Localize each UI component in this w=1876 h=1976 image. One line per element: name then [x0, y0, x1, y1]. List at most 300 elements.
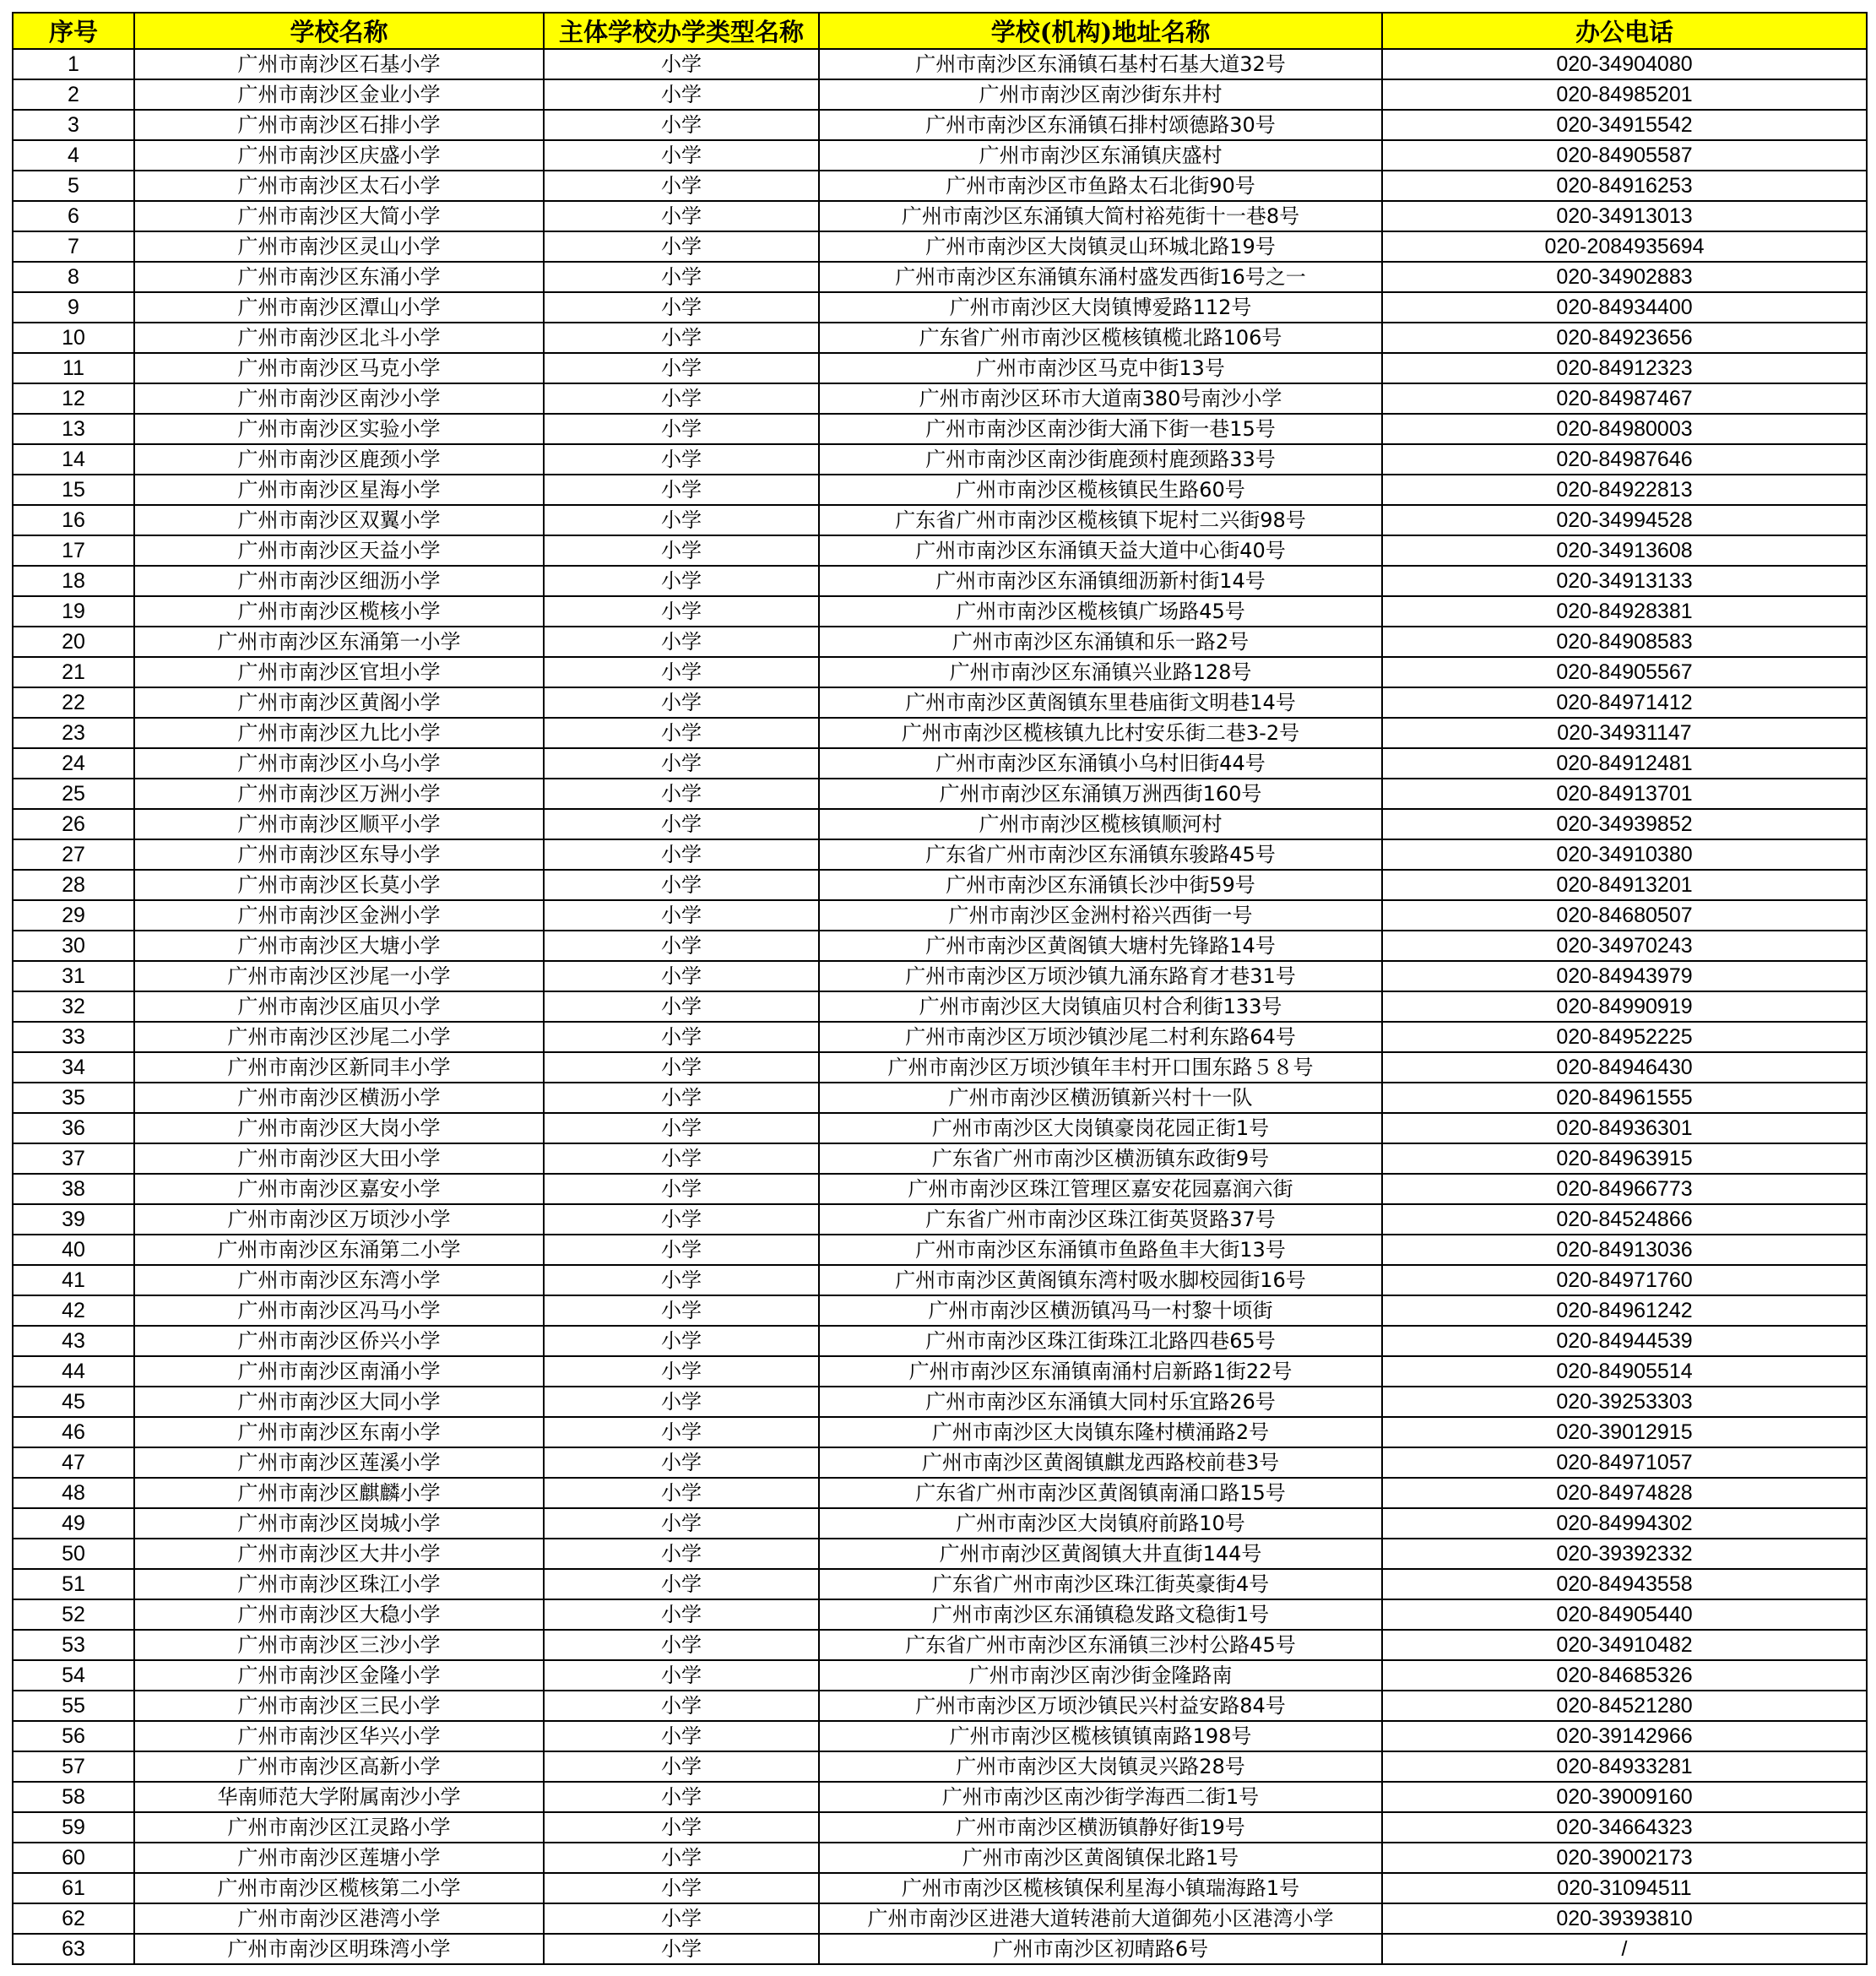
cell-phone[interactable]: 020-84933281 [1382, 1751, 1867, 1782]
cell-school-name[interactable]: 广州市南沙区新同丰小学 [134, 1052, 544, 1083]
cell-school-type[interactable]: 小学 [544, 1843, 819, 1873]
cell-phone[interactable]: 020-84994302 [1382, 1508, 1867, 1539]
cell-address[interactable]: 广州市南沙区东涌镇东涌村盛发西街16号之一 [819, 262, 1382, 292]
cell-index[interactable]: 16 [13, 505, 134, 535]
cell-school-name[interactable]: 广州市南沙区江灵路小学 [134, 1812, 544, 1843]
cell-school-type[interactable]: 小学 [544, 49, 819, 79]
cell-address[interactable]: 广州市南沙区榄核镇保利星海小镇瑞海路1号 [819, 1873, 1382, 1903]
cell-school-name[interactable]: 广州市南沙区莲溪小学 [134, 1447, 544, 1478]
cell-phone[interactable]: 020-84985201 [1382, 79, 1867, 110]
cell-address[interactable]: 广州市南沙区横沥镇新兴村十一队 [819, 1083, 1382, 1113]
cell-address[interactable]: 广州市南沙区东涌镇南涌村启新路1街22号 [819, 1356, 1382, 1387]
cell-index[interactable]: 37 [13, 1143, 134, 1174]
cell-index[interactable]: 18 [13, 566, 134, 596]
cell-school-type[interactable]: 小学 [544, 1417, 819, 1447]
cell-phone[interactable]: 020-84913036 [1382, 1235, 1867, 1265]
cell-school-name[interactable]: 广州市南沙区侨兴小学 [134, 1326, 544, 1356]
cell-address[interactable]: 广州市南沙区榄核镇广场路45号 [819, 596, 1382, 627]
cell-school-name[interactable]: 广州市南沙区大田小学 [134, 1143, 544, 1174]
cell-phone[interactable]: 020-84923656 [1382, 323, 1867, 353]
cell-school-name[interactable]: 广州市南沙区细沥小学 [134, 566, 544, 596]
cell-phone[interactable]: 020-34913013 [1382, 201, 1867, 231]
cell-school-type[interactable]: 小学 [544, 1265, 819, 1295]
cell-school-type[interactable]: 小学 [544, 1113, 819, 1143]
cell-address[interactable]: 广州市南沙区东涌镇天益大道中心街40号 [819, 535, 1382, 566]
cell-school-name[interactable]: 广州市南沙区庙贝小学 [134, 991, 544, 1022]
cell-school-name[interactable]: 广州市南沙区明珠湾小学 [134, 1934, 544, 1964]
cell-address[interactable]: 广州市南沙区大岗镇灵山环城北路19号 [819, 231, 1382, 262]
cell-index[interactable]: 10 [13, 323, 134, 353]
cell-index[interactable]: 27 [13, 839, 134, 870]
cell-school-name[interactable]: 广州市南沙区金隆小学 [134, 1660, 544, 1691]
cell-phone[interactable]: 020-34970243 [1382, 931, 1867, 961]
cell-address[interactable]: 广州市南沙区东涌镇细沥新村街14号 [819, 566, 1382, 596]
cell-index[interactable]: 42 [13, 1295, 134, 1326]
cell-index[interactable]: 53 [13, 1630, 134, 1660]
cell-index[interactable]: 21 [13, 657, 134, 687]
cell-phone[interactable]: 020-84916253 [1382, 171, 1867, 201]
cell-phone[interactable]: 020-84908583 [1382, 627, 1867, 657]
cell-school-name[interactable]: 广州市南沙区嘉安小学 [134, 1174, 544, 1204]
cell-phone[interactable]: 020-84990919 [1382, 991, 1867, 1022]
cell-address[interactable]: 广州市南沙区东涌镇石基村石基大道32号 [819, 49, 1382, 79]
cell-school-type[interactable]: 小学 [544, 1721, 819, 1751]
cell-school-name[interactable]: 广州市南沙区东涌第二小学 [134, 1235, 544, 1265]
cell-school-name[interactable]: 广州市南沙区榄核小学 [134, 596, 544, 627]
cell-school-type[interactable]: 小学 [544, 839, 819, 870]
cell-index[interactable]: 6 [13, 201, 134, 231]
cell-phone[interactable]: 020-84966773 [1382, 1174, 1867, 1204]
cell-phone[interactable]: 020-84905514 [1382, 1356, 1867, 1387]
cell-phone[interactable]: 020-34904080 [1382, 49, 1867, 79]
cell-school-type[interactable]: 小学 [544, 1295, 819, 1326]
cell-index[interactable]: 47 [13, 1447, 134, 1478]
cell-school-name[interactable]: 广州市南沙区黄阁小学 [134, 687, 544, 718]
cell-address[interactable]: 广东省广州市南沙区东涌镇东骏路45号 [819, 839, 1382, 870]
cell-school-name[interactable]: 广州市南沙区华兴小学 [134, 1721, 544, 1751]
cell-school-type[interactable]: 小学 [544, 687, 819, 718]
cell-index[interactable]: 43 [13, 1326, 134, 1356]
cell-address[interactable]: 广州市南沙区大岗镇灵兴路28号 [819, 1751, 1382, 1782]
cell-address[interactable]: 广东省广州市南沙区横沥镇东政街9号 [819, 1143, 1382, 1174]
header-index[interactable]: 序号 [13, 13, 134, 49]
cell-phone[interactable]: / [1382, 1934, 1867, 1964]
cell-school-type[interactable]: 小学 [544, 961, 819, 991]
cell-school-type[interactable]: 小学 [544, 1022, 819, 1052]
cell-phone[interactable]: 020-84980003 [1382, 414, 1867, 444]
cell-index[interactable]: 58 [13, 1782, 134, 1812]
cell-school-name[interactable]: 广州市南沙区榄核第二小学 [134, 1873, 544, 1903]
cell-index[interactable]: 61 [13, 1873, 134, 1903]
cell-phone[interactable]: 020-84913201 [1382, 870, 1867, 900]
cell-address[interactable]: 广州市南沙区马克中街13号 [819, 353, 1382, 383]
cell-address[interactable]: 广州市南沙区东涌镇石排村颂德路30号 [819, 110, 1382, 140]
cell-school-type[interactable]: 小学 [544, 1630, 819, 1660]
cell-address[interactable]: 广东省广州市南沙区东涌镇三沙村公路45号 [819, 1630, 1382, 1660]
cell-index[interactable]: 41 [13, 1265, 134, 1295]
cell-phone[interactable]: 020-34913133 [1382, 566, 1867, 596]
cell-index[interactable]: 40 [13, 1235, 134, 1265]
cell-address[interactable]: 广州市南沙区大岗镇庙贝村合利街133号 [819, 991, 1382, 1022]
cell-phone[interactable]: 020-84905440 [1382, 1599, 1867, 1630]
cell-address[interactable]: 广州市南沙区东涌镇兴业路128号 [819, 657, 1382, 687]
cell-address[interactable]: 广州市南沙区东涌镇和乐一路2号 [819, 627, 1382, 657]
cell-school-type[interactable]: 小学 [544, 900, 819, 931]
cell-address[interactable]: 广州市南沙区大岗镇博爱路112号 [819, 292, 1382, 323]
cell-phone[interactable]: 020-34910380 [1382, 839, 1867, 870]
cell-school-name[interactable]: 广州市南沙区大塘小学 [134, 931, 544, 961]
cell-school-name[interactable]: 广州市南沙区沙尾二小学 [134, 1022, 544, 1052]
cell-phone[interactable]: 020-84974828 [1382, 1478, 1867, 1508]
cell-school-type[interactable]: 小学 [544, 718, 819, 748]
cell-address[interactable]: 广州市南沙区初晴路6号 [819, 1934, 1382, 1964]
cell-school-type[interactable]: 小学 [544, 414, 819, 444]
cell-school-type[interactable]: 小学 [544, 1812, 819, 1843]
header-phone[interactable]: 办公电话 [1382, 13, 1867, 49]
header-school-type[interactable]: 主体学校办学类型名称 [544, 13, 819, 49]
cell-phone[interactable]: 020-84944539 [1382, 1326, 1867, 1356]
cell-index[interactable]: 14 [13, 444, 134, 475]
cell-school-name[interactable]: 华南师范大学附属南沙小学 [134, 1782, 544, 1812]
cell-school-type[interactable]: 小学 [544, 1174, 819, 1204]
cell-index[interactable]: 48 [13, 1478, 134, 1508]
cell-address[interactable]: 广州市南沙区珠江管理区嘉安花园嘉润六街 [819, 1174, 1382, 1204]
cell-school-name[interactable]: 广州市南沙区莲塘小学 [134, 1843, 544, 1873]
cell-index[interactable]: 54 [13, 1660, 134, 1691]
cell-index[interactable]: 4 [13, 140, 134, 171]
cell-phone[interactable]: 020-39012915 [1382, 1417, 1867, 1447]
cell-school-type[interactable]: 小学 [544, 627, 819, 657]
cell-address[interactable]: 广州市南沙区南沙街学海西二街1号 [819, 1782, 1382, 1812]
cell-school-type[interactable]: 小学 [544, 1447, 819, 1478]
cell-index[interactable]: 22 [13, 687, 134, 718]
cell-address[interactable]: 广州市南沙区南沙街大涌下街一巷15号 [819, 414, 1382, 444]
cell-school-type[interactable]: 小学 [544, 1143, 819, 1174]
cell-address[interactable]: 广州市南沙区黄阁镇大塘村先锋路14号 [819, 931, 1382, 961]
cell-index[interactable]: 57 [13, 1751, 134, 1782]
cell-school-type[interactable]: 小学 [544, 657, 819, 687]
cell-school-name[interactable]: 广州市南沙区万洲小学 [134, 779, 544, 809]
cell-phone[interactable]: 020-39142966 [1382, 1721, 1867, 1751]
cell-index[interactable]: 59 [13, 1812, 134, 1843]
cell-phone[interactable]: 020-84961555 [1382, 1083, 1867, 1113]
cell-index[interactable]: 36 [13, 1113, 134, 1143]
cell-address[interactable]: 广州市南沙区东涌镇稳发路文稳街1号 [819, 1599, 1382, 1630]
cell-phone[interactable]: 020-34931147 [1382, 718, 1867, 748]
cell-phone[interactable]: 020-84952225 [1382, 1022, 1867, 1052]
cell-school-name[interactable]: 广州市南沙区实验小学 [134, 414, 544, 444]
cell-address[interactable]: 广州市南沙区黄阁镇保北路1号 [819, 1843, 1382, 1873]
cell-address[interactable]: 广州市南沙区东涌镇大同村乐宜路26号 [819, 1387, 1382, 1417]
cell-phone[interactable]: 020-84943979 [1382, 961, 1867, 991]
cell-school-name[interactable]: 广州市南沙区星海小学 [134, 475, 544, 505]
cell-address[interactable]: 广州市南沙区进港大道转港前大道御苑小区港湾小学 [819, 1903, 1382, 1934]
cell-school-type[interactable]: 小学 [544, 475, 819, 505]
cell-index[interactable]: 39 [13, 1204, 134, 1235]
cell-school-name[interactable]: 广州市南沙区鹿颈小学 [134, 444, 544, 475]
cell-school-name[interactable]: 广州市南沙区南沙小学 [134, 383, 544, 414]
cell-address[interactable]: 广州市南沙区大岗镇府前路10号 [819, 1508, 1382, 1539]
cell-address[interactable]: 广州市南沙区东涌镇万洲西街160号 [819, 779, 1382, 809]
cell-index[interactable]: 25 [13, 779, 134, 809]
cell-school-name[interactable]: 广州市南沙区沙尾一小学 [134, 961, 544, 991]
cell-school-type[interactable]: 小学 [544, 1691, 819, 1721]
cell-phone[interactable]: 020-39253303 [1382, 1387, 1867, 1417]
cell-school-name[interactable]: 广州市南沙区太石小学 [134, 171, 544, 201]
cell-school-name[interactable]: 广州市南沙区大岗小学 [134, 1113, 544, 1143]
cell-phone[interactable]: 020-84946430 [1382, 1052, 1867, 1083]
cell-phone[interactable]: 020-84521280 [1382, 1691, 1867, 1721]
cell-school-type[interactable]: 小学 [544, 444, 819, 475]
cell-index[interactable]: 26 [13, 809, 134, 839]
cell-school-name[interactable]: 广州市南沙区三民小学 [134, 1691, 544, 1721]
header-school-name[interactable]: 学校名称 [134, 13, 544, 49]
cell-index[interactable]: 62 [13, 1903, 134, 1934]
cell-index[interactable]: 17 [13, 535, 134, 566]
cell-phone[interactable]: 020-34913608 [1382, 535, 1867, 566]
cell-address[interactable]: 广州市南沙区东涌镇长沙中街59号 [819, 870, 1382, 900]
cell-school-type[interactable]: 小学 [544, 1660, 819, 1691]
cell-school-name[interactable]: 广州市南沙区北斗小学 [134, 323, 544, 353]
cell-index[interactable]: 63 [13, 1934, 134, 1964]
cell-school-name[interactable]: 广州市南沙区潭山小学 [134, 292, 544, 323]
cell-school-type[interactable]: 小学 [544, 1599, 819, 1630]
cell-index[interactable]: 50 [13, 1539, 134, 1569]
cell-index[interactable]: 3 [13, 110, 134, 140]
cell-address[interactable]: 广东省广州市南沙区榄核镇下坭村二兴街98号 [819, 505, 1382, 535]
cell-address[interactable]: 广州市南沙区环市大道南380号南沙小学 [819, 383, 1382, 414]
cell-index[interactable]: 5 [13, 171, 134, 201]
cell-address[interactable]: 广州市南沙区珠江街珠江北路四巷65号 [819, 1326, 1382, 1356]
cell-address[interactable]: 广州市南沙区东涌镇小乌村旧街44号 [819, 748, 1382, 779]
cell-school-type[interactable]: 小学 [544, 292, 819, 323]
cell-school-name[interactable]: 广州市南沙区大简小学 [134, 201, 544, 231]
cell-index[interactable]: 51 [13, 1569, 134, 1599]
cell-index[interactable]: 20 [13, 627, 134, 657]
cell-phone[interactable]: 020-84905567 [1382, 657, 1867, 687]
cell-phone[interactable]: 020-84971412 [1382, 687, 1867, 718]
cell-phone[interactable]: 020-84912481 [1382, 748, 1867, 779]
cell-school-type[interactable]: 小学 [544, 1052, 819, 1083]
cell-address[interactable]: 广州市南沙区市鱼路太石北街90号 [819, 171, 1382, 201]
cell-index[interactable]: 44 [13, 1356, 134, 1387]
cell-phone[interactable]: 020-84963915 [1382, 1143, 1867, 1174]
cell-school-name[interactable]: 广州市南沙区珠江小学 [134, 1569, 544, 1599]
cell-school-type[interactable]: 小学 [544, 1387, 819, 1417]
cell-address[interactable]: 广州市南沙区黄阁镇东里巷庙街文明巷14号 [819, 687, 1382, 718]
cell-school-name[interactable]: 广州市南沙区石基小学 [134, 49, 544, 79]
cell-index[interactable]: 11 [13, 353, 134, 383]
cell-school-name[interactable]: 广州市南沙区东导小学 [134, 839, 544, 870]
cell-school-type[interactable]: 小学 [544, 870, 819, 900]
cell-school-name[interactable]: 广州市南沙区顺平小学 [134, 809, 544, 839]
cell-school-name[interactable]: 广州市南沙区麒麟小学 [134, 1478, 544, 1508]
cell-school-type[interactable]: 小学 [544, 809, 819, 839]
cell-school-type[interactable]: 小学 [544, 1235, 819, 1265]
cell-school-name[interactable]: 广州市南沙区小乌小学 [134, 748, 544, 779]
cell-school-type[interactable]: 小学 [544, 1934, 819, 1964]
cell-phone[interactable]: 020-84524866 [1382, 1204, 1867, 1235]
cell-school-name[interactable]: 广州市南沙区金洲小学 [134, 900, 544, 931]
cell-school-type[interactable]: 小学 [544, 323, 819, 353]
cell-school-type[interactable]: 小学 [544, 1569, 819, 1599]
cell-school-name[interactable]: 广州市南沙区庆盛小学 [134, 140, 544, 171]
cell-school-type[interactable]: 小学 [544, 262, 819, 292]
cell-school-type[interactable]: 小学 [544, 505, 819, 535]
cell-index[interactable]: 35 [13, 1083, 134, 1113]
cell-index[interactable]: 23 [13, 718, 134, 748]
cell-phone[interactable]: 020-84961242 [1382, 1295, 1867, 1326]
cell-address[interactable]: 广州市南沙区黄阁镇麒龙西路校前巷3号 [819, 1447, 1382, 1478]
cell-school-type[interactable]: 小学 [544, 748, 819, 779]
cell-school-name[interactable]: 广州市南沙区大稳小学 [134, 1599, 544, 1630]
cell-school-type[interactable]: 小学 [544, 231, 819, 262]
cell-phone[interactable]: 020-84987467 [1382, 383, 1867, 414]
cell-school-name[interactable]: 广州市南沙区岗城小学 [134, 1508, 544, 1539]
cell-phone[interactable]: 020-31094511 [1382, 1873, 1867, 1903]
cell-school-name[interactable]: 广州市南沙区金业小学 [134, 79, 544, 110]
cell-phone[interactable]: 020-84987646 [1382, 444, 1867, 475]
cell-school-name[interactable]: 广州市南沙区东涌第一小学 [134, 627, 544, 657]
cell-address[interactable]: 广州市南沙区大岗镇豪岗花园正街1号 [819, 1113, 1382, 1143]
cell-address[interactable]: 广东省广州市南沙区珠江街英贤路37号 [819, 1204, 1382, 1235]
cell-address[interactable]: 广东省广州市南沙区珠江街英豪街4号 [819, 1569, 1382, 1599]
cell-school-name[interactable]: 广州市南沙区灵山小学 [134, 231, 544, 262]
cell-school-type[interactable]: 小学 [544, 1204, 819, 1235]
cell-index[interactable]: 60 [13, 1843, 134, 1873]
cell-index[interactable]: 45 [13, 1387, 134, 1417]
cell-school-type[interactable]: 小学 [544, 931, 819, 961]
cell-address[interactable]: 广州市南沙区南沙街东井村 [819, 79, 1382, 110]
cell-phone[interactable]: 020-34664323 [1382, 1812, 1867, 1843]
cell-phone[interactable]: 020-84971057 [1382, 1447, 1867, 1478]
cell-address[interactable]: 广州市南沙区南沙街金隆路南 [819, 1660, 1382, 1691]
cell-phone[interactable]: 020-34902883 [1382, 262, 1867, 292]
cell-school-type[interactable]: 小学 [544, 596, 819, 627]
cell-address[interactable]: 广州市南沙区黄阁镇东湾村吸水脚校园街16号 [819, 1265, 1382, 1295]
cell-address[interactable]: 广州市南沙区大岗镇东隆村横涌路2号 [819, 1417, 1382, 1447]
cell-school-type[interactable]: 小学 [544, 779, 819, 809]
cell-index[interactable]: 52 [13, 1599, 134, 1630]
cell-school-type[interactable]: 小学 [544, 171, 819, 201]
cell-index[interactable]: 8 [13, 262, 134, 292]
cell-school-type[interactable]: 小学 [544, 1478, 819, 1508]
cell-address[interactable]: 广州市南沙区榄核镇顺河村 [819, 809, 1382, 839]
cell-address[interactable]: 广州市南沙区东涌镇市鱼路鱼丰大街13号 [819, 1235, 1382, 1265]
cell-school-name[interactable]: 广州市南沙区三沙小学 [134, 1630, 544, 1660]
cell-phone[interactable]: 020-84922813 [1382, 475, 1867, 505]
cell-index[interactable]: 32 [13, 991, 134, 1022]
cell-school-type[interactable]: 小学 [544, 1751, 819, 1782]
cell-school-type[interactable]: 小学 [544, 1903, 819, 1934]
cell-school-type[interactable]: 小学 [544, 201, 819, 231]
cell-address[interactable]: 广州市南沙区万顷沙镇九涌东路育才巷31号 [819, 961, 1382, 991]
cell-index[interactable]: 31 [13, 961, 134, 991]
cell-school-name[interactable]: 广州市南沙区港湾小学 [134, 1903, 544, 1934]
cell-address[interactable]: 广州市南沙区金洲村裕兴西街一号 [819, 900, 1382, 931]
cell-phone[interactable]: 020-34915542 [1382, 110, 1867, 140]
cell-school-name[interactable]: 广州市南沙区马克小学 [134, 353, 544, 383]
cell-school-type[interactable]: 小学 [544, 1539, 819, 1569]
cell-school-name[interactable]: 广州市南沙区高新小学 [134, 1751, 544, 1782]
cell-school-name[interactable]: 广州市南沙区东南小学 [134, 1417, 544, 1447]
cell-school-type[interactable]: 小学 [544, 1782, 819, 1812]
cell-phone[interactable]: 020-34910482 [1382, 1630, 1867, 1660]
cell-school-type[interactable]: 小学 [544, 383, 819, 414]
cell-phone[interactable]: 020-84912323 [1382, 353, 1867, 383]
cell-index[interactable]: 15 [13, 475, 134, 505]
cell-school-type[interactable]: 小学 [544, 1356, 819, 1387]
cell-index[interactable]: 38 [13, 1174, 134, 1204]
cell-index[interactable]: 28 [13, 870, 134, 900]
cell-phone[interactable]: 020-84934400 [1382, 292, 1867, 323]
cell-school-type[interactable]: 小学 [544, 353, 819, 383]
cell-index[interactable]: 33 [13, 1022, 134, 1052]
cell-address[interactable]: 广东省广州市南沙区榄核镇榄北路106号 [819, 323, 1382, 353]
cell-school-type[interactable]: 小学 [544, 991, 819, 1022]
cell-address[interactable]: 广州市南沙区榄核镇九比村安乐街二巷3-2号 [819, 718, 1382, 748]
cell-phone[interactable]: 020-84913701 [1382, 779, 1867, 809]
cell-school-type[interactable]: 小学 [544, 110, 819, 140]
cell-address[interactable]: 广州市南沙区东涌镇庆盛村 [819, 140, 1382, 171]
cell-address[interactable]: 广州市南沙区东涌镇大简村裕苑街十一巷8号 [819, 201, 1382, 231]
cell-phone[interactable]: 020-34939852 [1382, 809, 1867, 839]
cell-index[interactable]: 2 [13, 79, 134, 110]
cell-school-type[interactable]: 小学 [544, 566, 819, 596]
cell-index[interactable]: 24 [13, 748, 134, 779]
header-address[interactable]: 学校(机构)地址名称 [819, 13, 1382, 49]
cell-index[interactable]: 34 [13, 1052, 134, 1083]
cell-index[interactable]: 7 [13, 231, 134, 262]
cell-index[interactable]: 46 [13, 1417, 134, 1447]
cell-school-type[interactable]: 小学 [544, 1508, 819, 1539]
cell-phone[interactable]: 020-84943558 [1382, 1569, 1867, 1599]
cell-index[interactable]: 56 [13, 1721, 134, 1751]
cell-phone[interactable]: 020-39002173 [1382, 1843, 1867, 1873]
cell-school-name[interactable]: 广州市南沙区九比小学 [134, 718, 544, 748]
cell-school-type[interactable]: 小学 [544, 1083, 819, 1113]
cell-phone[interactable]: 020-34994528 [1382, 505, 1867, 535]
cell-school-name[interactable]: 广州市南沙区万顷沙小学 [134, 1204, 544, 1235]
cell-index[interactable]: 12 [13, 383, 134, 414]
cell-school-name[interactable]: 广州市南沙区横沥小学 [134, 1083, 544, 1113]
cell-address[interactable]: 广州市南沙区黄阁镇大井直街144号 [819, 1539, 1382, 1569]
cell-address[interactable]: 广州市南沙区南沙街鹿颈村鹿颈路33号 [819, 444, 1382, 475]
cell-phone[interactable]: 020-39393810 [1382, 1903, 1867, 1934]
cell-school-name[interactable]: 广州市南沙区石排小学 [134, 110, 544, 140]
cell-school-name[interactable]: 广州市南沙区大同小学 [134, 1387, 544, 1417]
cell-school-name[interactable]: 广州市南沙区南涌小学 [134, 1356, 544, 1387]
cell-index[interactable]: 49 [13, 1508, 134, 1539]
cell-address[interactable]: 广州市南沙区万顷沙镇年丰村开口围东路５８号 [819, 1052, 1382, 1083]
cell-school-name[interactable]: 广州市南沙区冯马小学 [134, 1295, 544, 1326]
cell-school-name[interactable]: 广州市南沙区双翼小学 [134, 505, 544, 535]
cell-phone[interactable]: 020-39009160 [1382, 1782, 1867, 1812]
cell-phone[interactable]: 020-39392332 [1382, 1539, 1867, 1569]
cell-address[interactable]: 广州市南沙区万顷沙镇民兴村益安路84号 [819, 1691, 1382, 1721]
cell-address[interactable]: 广东省广州市南沙区黄阁镇南涌口路15号 [819, 1478, 1382, 1508]
cell-phone[interactable]: 020-84685326 [1382, 1660, 1867, 1691]
cell-index[interactable]: 1 [13, 49, 134, 79]
cell-school-type[interactable]: 小学 [544, 140, 819, 171]
cell-address[interactable]: 广州市南沙区榄核镇民生路60号 [819, 475, 1382, 505]
cell-phone[interactable]: 020-84936301 [1382, 1113, 1867, 1143]
cell-address[interactable]: 广州市南沙区横沥镇冯马一村黎十顷街 [819, 1295, 1382, 1326]
cell-index[interactable]: 30 [13, 931, 134, 961]
cell-address[interactable]: 广州市南沙区万顷沙镇沙尾二村利东路64号 [819, 1022, 1382, 1052]
cell-school-name[interactable]: 广州市南沙区天益小学 [134, 535, 544, 566]
cell-index[interactable]: 29 [13, 900, 134, 931]
